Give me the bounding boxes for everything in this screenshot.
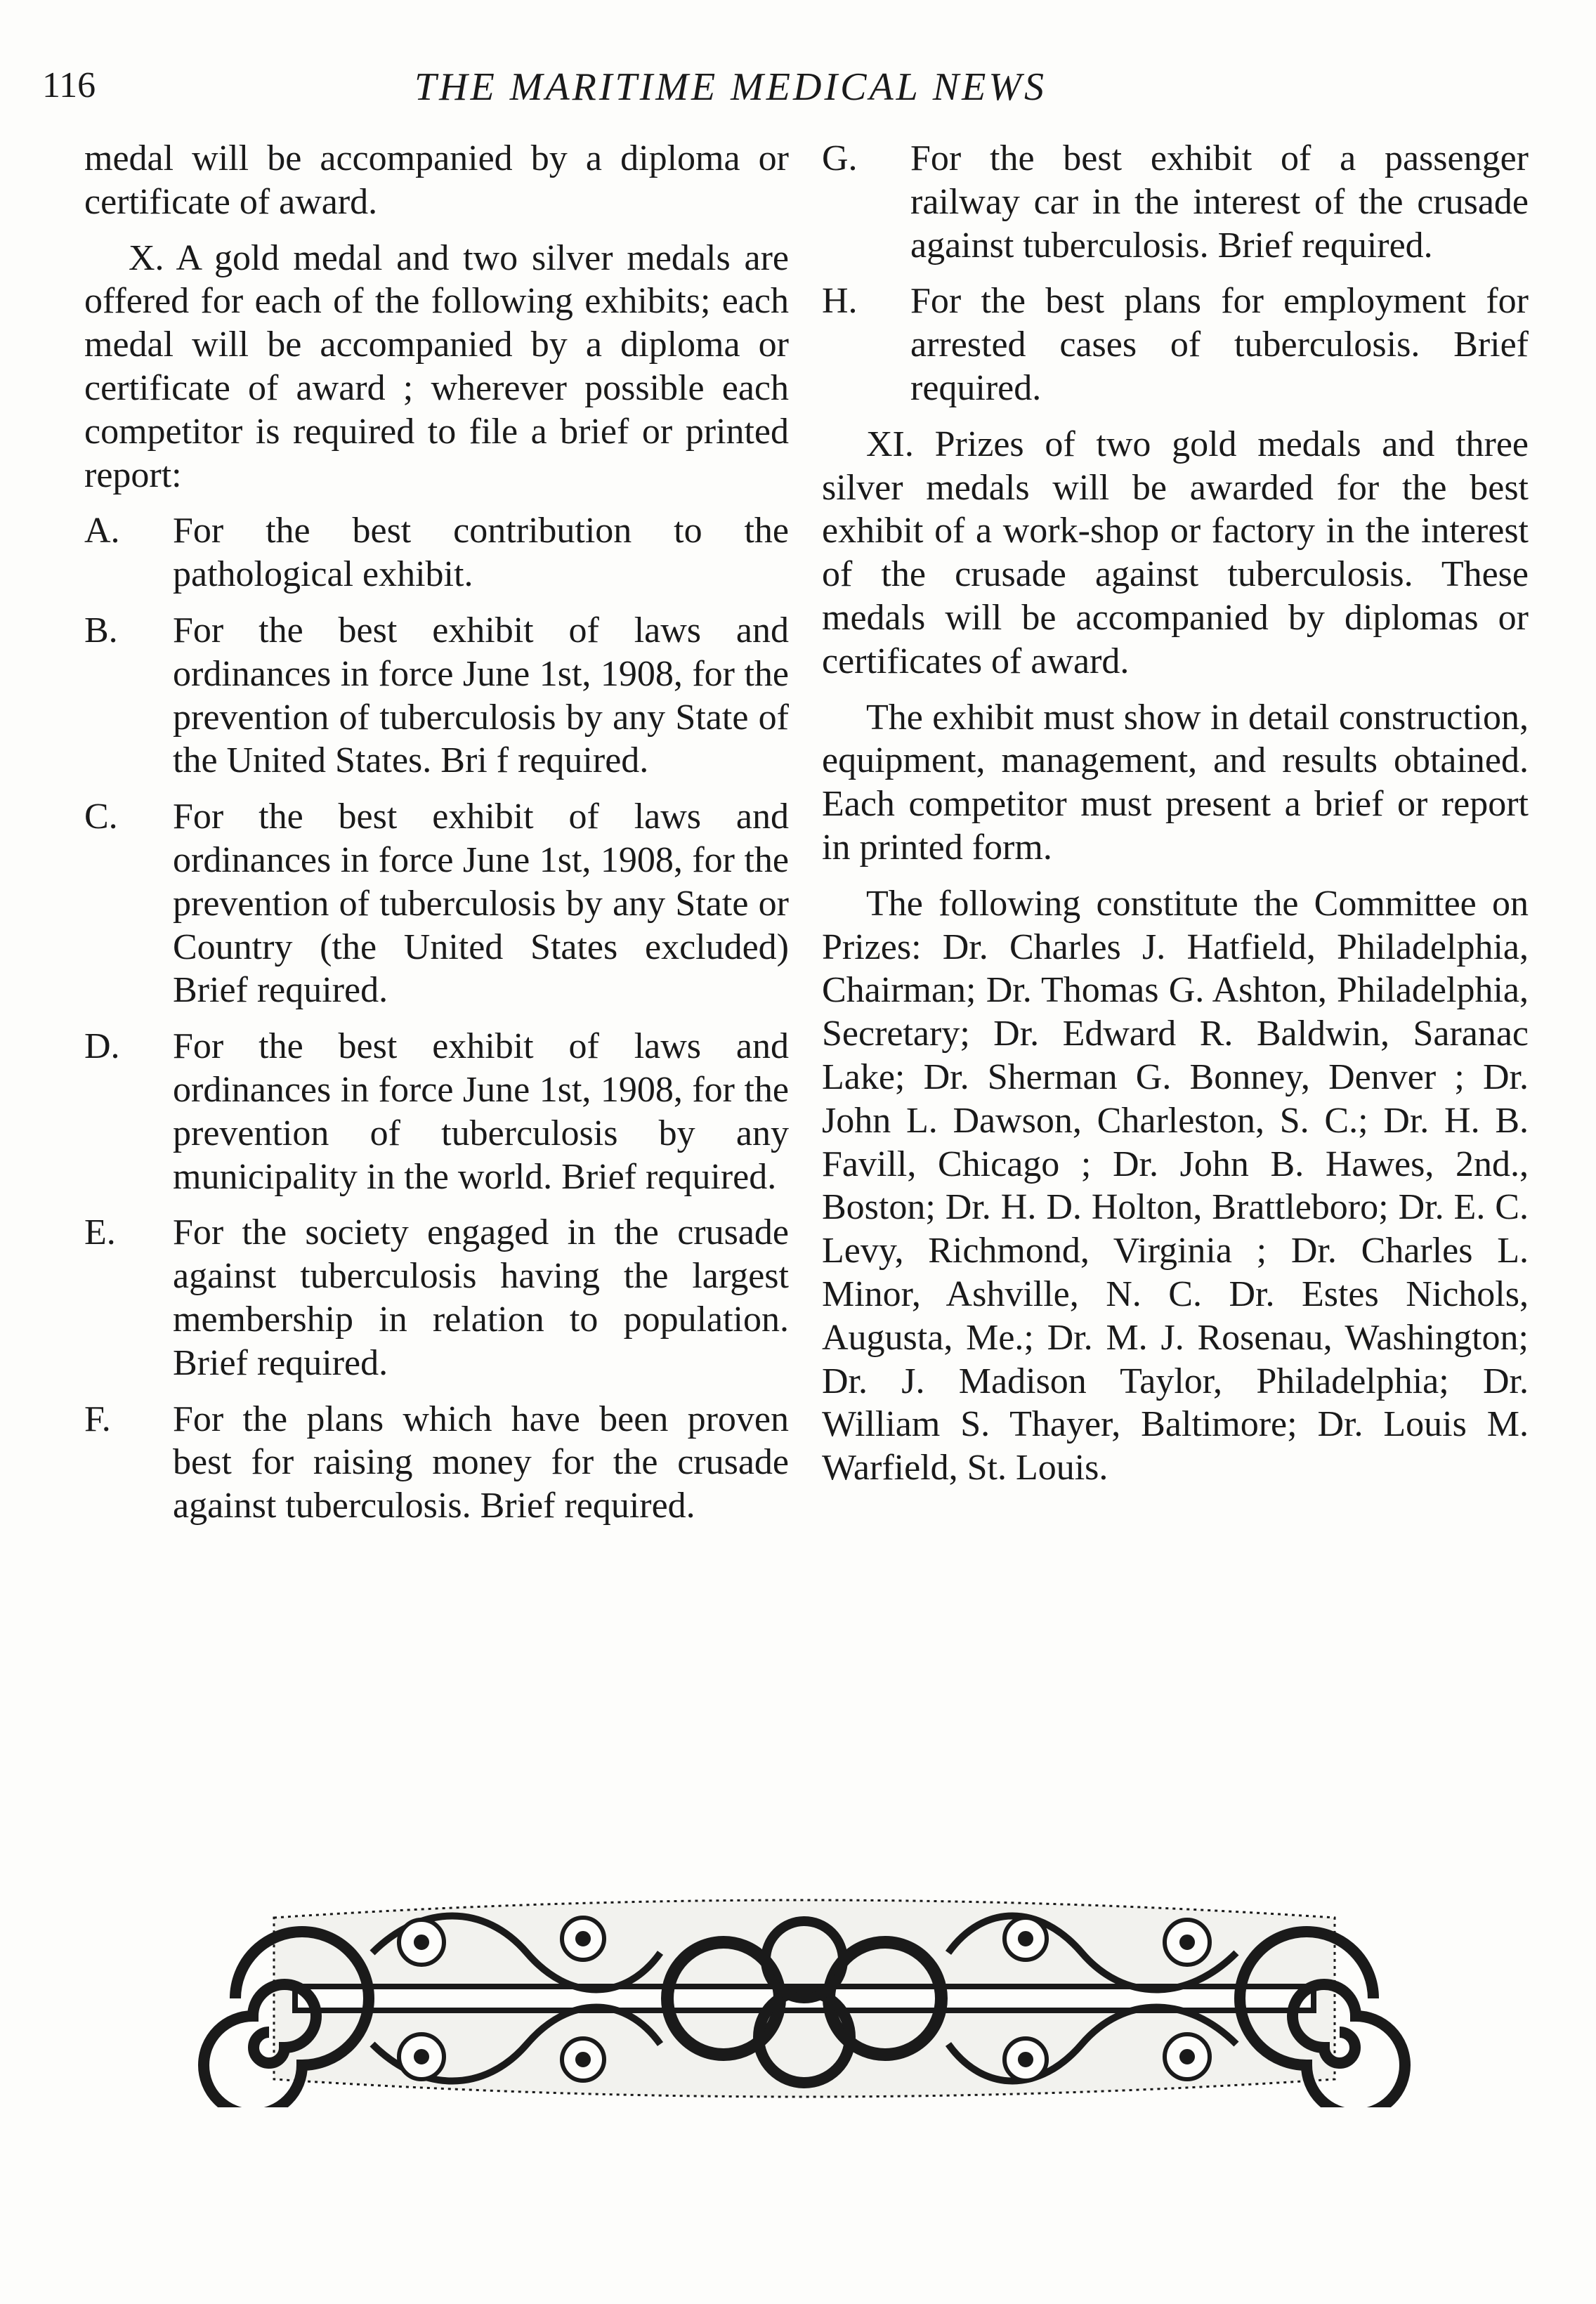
exhibit-paragraph: The exhibit must show in detail construction, equipment, management, and results obtained. Each competitor must present a brief or report in printed form. [822, 697, 1529, 868]
list-item-text: For the plans which have been proven best for raising money for the crusade against tuberculosis. Brief required. [173, 1399, 789, 1526]
page-header [42, 65, 1552, 114]
list-item-label: H. [822, 281, 858, 322]
list-item-text: For the best contribution to the pathological exhibit. [173, 511, 789, 595]
list-item-label: A. [84, 511, 120, 551]
list-item-text: For the best exhibit of laws and ordinances in force June 1st, 1908, for the prevention of tuberculosis by any municipality in the world. Brief required. [173, 1026, 789, 1197]
ornament-band [204, 1900, 1405, 2107]
list-item-text: For the best exhibit of laws and ordinances in force June 1st, 1908, for the prevention of tuberculosis by any State of the United States. Bri f required. [173, 610, 789, 781]
list-item-text: For the best plans for employment for arrested cases of tuberculosis. Brief required. [910, 281, 1529, 408]
prize-x-paragraph: X. A gold medal and two silver medals are offered for each of the following exhibits; each medal will be accompanied by a diploma or certificate of award ; wherever possible each competitor is required to file a brief or printed report: [84, 237, 789, 495]
right-column [822, 137, 1529, 1490]
list-item-g [822, 137, 1529, 267]
list-item-b [84, 609, 789, 783]
list-item-text: For the best exhibit of a passenger railway car in the interest of the crusade against tuberculosis. Brief required. [910, 138, 1529, 266]
left-column [84, 137, 789, 1528]
list-item-label: B. [84, 610, 118, 650]
list-item-a [84, 509, 789, 596]
list-item-label: F. [84, 1399, 111, 1439]
list-item-text: For the best exhibit of laws and ordinances in force June 1st, 1908, for the prevention of tuberculosis by any State or Country (the United States excluded) Brief required. [173, 797, 789, 1011]
list-item-f [84, 1398, 789, 1528]
list-item-label: D. [84, 1026, 120, 1067]
page-number: 116 [42, 65, 96, 105]
list-item-d [84, 1025, 789, 1198]
list-item-e [84, 1211, 789, 1385]
list-item-label: G. [822, 138, 858, 178]
list-item-h [822, 280, 1529, 410]
list-item-c [84, 795, 789, 1012]
scroll-ornament-icon [190, 1890, 1419, 2107]
running-title: THE MARITIME MEDICAL NEWS [414, 65, 1047, 109]
list-item-text: For the society engaged in the crusade against tuberculosis having the largest membership in relation to population. Brief required. [173, 1212, 789, 1383]
continued-paragraph: medal will be accompanied by a diploma or certificate of award. [84, 138, 789, 222]
committee-paragraph: The following constitute the Committee on Prizes: Dr. Charles J. Hatfield, Philadelphia, Chairman; Dr. Thomas G. Ashton, Philadelphia, Secretary; Dr. Edward R. Baldwin, Saranac Lake; Dr. Sherman G. Bonney, Denver ; Dr. John L. Dawson, Charleston, S. C.; Dr. H. B. Favill, Chicago ; Dr. John B. Hawes, 2nd., Boston; Dr. H. D. Holton, Brattleboro; Dr. E. C. Levy, Richmond, Virginia ; Dr. Charles L. Minor, Ashville, N. C. Dr. Estes Nichols, Augusta, Me.; Dr. M. J. Rosenau, Washington; Dr. J. Madison Taylor, Philadelphia; Dr. William S. Thayer, Baltimore; Dr. Louis M. Warfield, St. Louis. [822, 883, 1529, 1488]
list-item-label: E. [84, 1212, 116, 1253]
prize-xi-paragraph: XI. Prizes of two gold medals and three silver medals will be awarded for the best exhibit of a work-shop or factory in the interest of the crusade against tuberculosis. These medals will be accompanied by diplomas or certificates of award. [822, 424, 1529, 681]
list-item-label: C. [84, 797, 118, 837]
